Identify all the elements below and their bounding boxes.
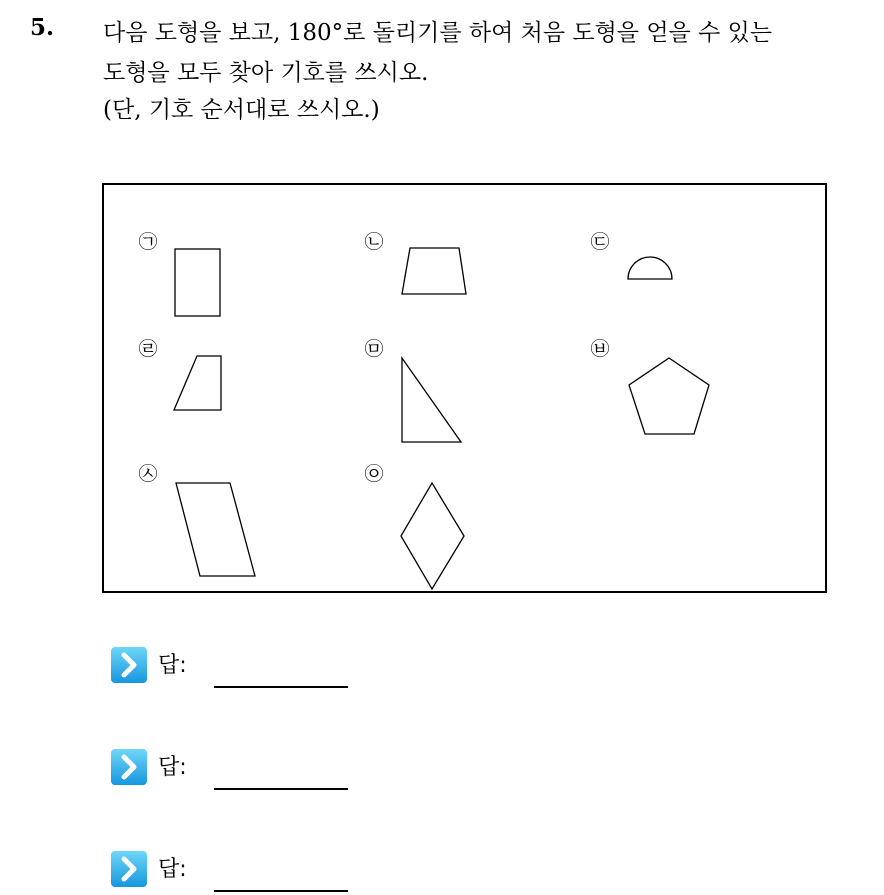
shape-trapezoid: [402, 248, 466, 294]
answer-label: 답:: [158, 653, 187, 678]
answer-label: 답:: [158, 755, 187, 780]
question-number: 5.: [30, 14, 55, 41]
label-rieul: ㉣: [138, 338, 158, 360]
label-nieun: ㉡: [364, 231, 384, 253]
shape-rectangle: [175, 249, 220, 316]
label-ieung: ㉧: [364, 463, 384, 485]
shape-right-triangle: [402, 358, 461, 442]
answer-blank[interactable]: [214, 788, 348, 790]
question-text-line-3: (단, 기호 순서대로 쓰시오.): [103, 97, 380, 123]
shape-pentagon: [629, 358, 709, 434]
figure-canvas: [104, 185, 829, 595]
chevron-right-icon: [110, 646, 148, 684]
shape-semicircle: [628, 257, 672, 279]
chevron-right-icon: [110, 850, 148, 888]
shape-rhombus: [401, 483, 464, 589]
answer-blank[interactable]: [214, 686, 348, 688]
label-mieum: ㉤: [364, 338, 384, 360]
label-giyeok: ㉠: [138, 231, 158, 253]
answer-blank[interactable]: [214, 890, 348, 892]
shape-parallelogram: [176, 483, 255, 576]
shape-right-trapezoid: [174, 356, 221, 410]
figure-box: [102, 183, 827, 593]
label-siot: ㉦: [138, 463, 158, 485]
chevron-right-icon: [110, 748, 148, 786]
answer-label: 답:: [158, 857, 187, 882]
question-text-line-2: 도형을 모두 찾아 기호를 쓰시오.: [103, 60, 429, 86]
question-text-line-1: 다음 도형을 보고, 180°로 돌리기를 하여 처음 도형을 얻을 수 있는: [103, 20, 773, 46]
label-digeut: ㉢: [590, 231, 610, 253]
label-bieup: ㉥: [590, 338, 610, 360]
